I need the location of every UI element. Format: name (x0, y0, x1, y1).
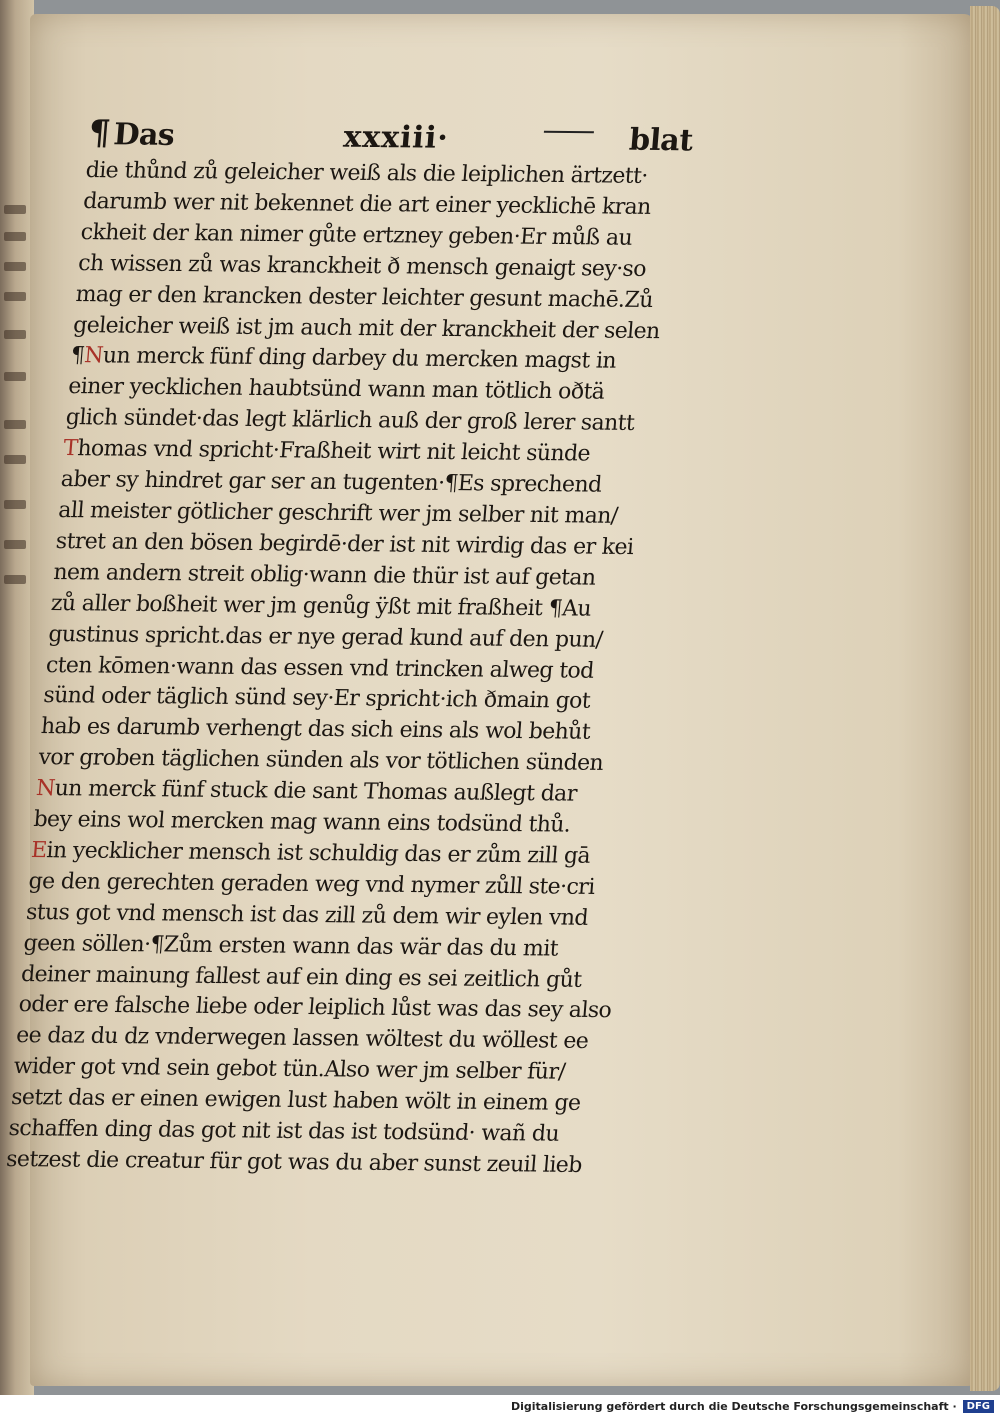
line-text: un merck fünf ding darbey du mercken magst in (101, 343, 617, 375)
line-text: stret an den bösen begirdē·der ist nit wirdig das er kei (54, 528, 635, 560)
rubricated-initial: N (35, 776, 56, 802)
line-text: ckheit der kan nimer gůte ertzney geben·Er můß au (79, 219, 634, 251)
line-text: setzt das er einen ewigen lust haben wölt in einem ge (10, 1085, 582, 1117)
facing-page-edge (0, 0, 34, 1395)
line-text: ch wissen zů was kranckheit ð mensch genaigt sey·so (77, 250, 647, 282)
line-text: hab es darumb verhengt das sich eins als wol behůt (40, 714, 591, 746)
facing-page-glyph (4, 372, 26, 381)
funding-credit: Digitalisierung gefördert durch die Deutsche Forschungsgemeinschaft · (510, 1399, 957, 1413)
facing-page-glyph (4, 205, 26, 214)
line-text: mag er den krancken dester leichter gesunt machē.Zů (74, 281, 654, 313)
line-text: cten kōmen·wann das essen vnd trincken alweg tod (45, 652, 595, 684)
line-text: bey eins wol mercken mag wann eins todsünd thů. (32, 806, 572, 838)
running-header (87, 113, 729, 161)
line-text: zů aller boßheit wer jm genůg ÿßt mit fraßheit ¶Au (49, 590, 592, 622)
pilcrow-mark: ¶ (69, 343, 86, 369)
line-text: die thůnd zů geleicher weiß als die leiplichen ärtzett· (84, 157, 649, 189)
line-text: setzest die creatur für got was du aber sunst zeuil lieb (5, 1146, 583, 1178)
header-title: Das (112, 117, 176, 153)
facing-page-glyph (4, 292, 26, 301)
rubricated-initial: E (30, 837, 48, 864)
line-text: aber sy hindret gar ser an tugenten·¶Es sprechend (59, 467, 603, 498)
line-text: homas vnd spricht·Fraßheit wirt nit leicht sünde (76, 436, 591, 467)
line-text: ge den gerechten geraden weg vnd nymer zůll ste·cri (27, 868, 596, 900)
line-text: schaffen ding das got nit ist das ist todsünd· wañ du (7, 1116, 560, 1147)
line-text: deiner mainung fallest auf ein ding es sei zeitlich gůt (20, 961, 583, 993)
facing-page-glyph (4, 330, 26, 339)
line-text: glich sündet·das legt klärlich auß der groß lerer santt (64, 405, 636, 437)
line-text: ee daz du dz vnderwegen lassen wöltest du wöllest ee (15, 1023, 590, 1055)
line-text: vor groben täglichen sünden als vor tötlichen sünden (37, 745, 605, 777)
line-text: geen söllen·¶Zům ersten wann das wär das du mit (22, 930, 559, 962)
line-text: geleicher weiß ist jm auch mit der kranckheit der selen (72, 312, 661, 344)
dfg-logo: DFG (963, 1400, 994, 1413)
page-text-block (5, 113, 730, 1183)
rubricated-initial: T (62, 436, 79, 462)
line-text: un merck fünf stuck die sant Thomas außlegt dar (53, 776, 578, 807)
pilcrow-mark: ¶ (87, 113, 112, 154)
facing-page-glyph (4, 455, 26, 464)
line-text: einer yecklichen haubtsünd wann man tötlich oðtä (67, 374, 606, 405)
facing-page-glyph (4, 420, 26, 429)
line-text: all meister götlicher geschrift wer jm selber nit man/ (57, 497, 619, 529)
folio-number: xxxiii· (342, 119, 451, 156)
line-text: wider got vnd sein gebot tün.Also wer jm selber für/ (12, 1054, 567, 1086)
rubricated-initial: N (83, 343, 104, 369)
line-text: sünd oder täglich sünd sey·Er spricht·ich ðmain got (42, 683, 592, 715)
line-text: darumb wer nit bekennet die art einer yecklichē kran (82, 188, 652, 220)
facing-page-glyph (4, 232, 26, 241)
facing-page-glyph (4, 540, 26, 549)
header-label: blat (627, 122, 694, 159)
line-text: oder ere falsche liebe oder leiplich lůst was das sey also (17, 992, 613, 1024)
header-rule (544, 131, 594, 134)
digitization-footer (0, 1395, 1000, 1417)
line-text: gustinus spricht.das er nye gerad kund auf den pun/ (47, 621, 604, 653)
line-text: nem andern streit oblig·wann die thür ist auf getan (52, 559, 597, 591)
facing-page-glyph (4, 575, 26, 584)
facing-page-glyph (4, 500, 26, 509)
line-text: stus got vnd mensch ist das zill zů dem wir eylen vnd (25, 899, 589, 931)
facing-page-glyph (4, 262, 26, 271)
page-stack-edge (970, 6, 1000, 1391)
text-lines (5, 156, 726, 1183)
line-text: in yecklicher mensch ist schuldig das er zům zill gā (45, 838, 592, 869)
